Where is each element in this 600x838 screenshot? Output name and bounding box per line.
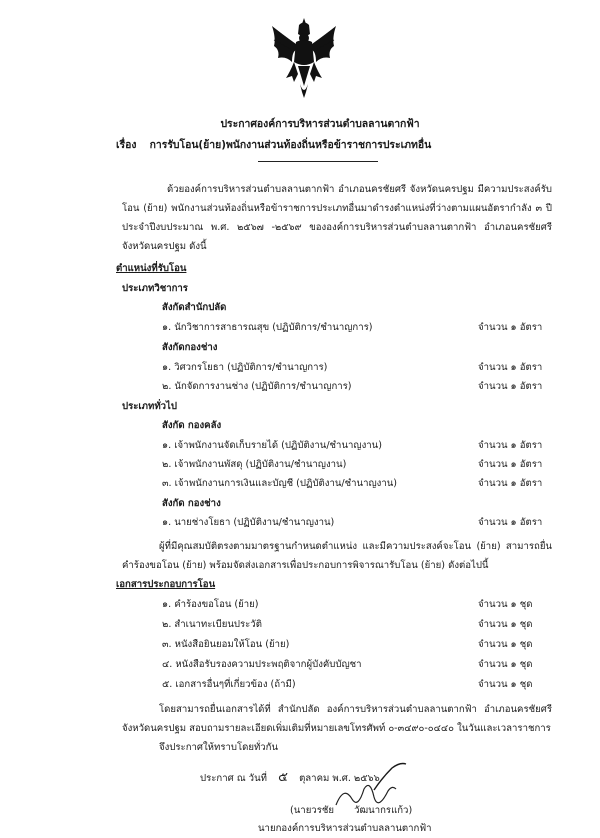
document-qty: จำนวน ๑ ชุด [478, 659, 533, 670]
announcement-subject [116, 139, 546, 151]
signer-name [290, 805, 412, 817]
position-qty: จำนวน ๑ อัตรา [478, 322, 543, 333]
position-item: ๑. นักวิชาการสาธารณสุข (ปฏิบัติการ/ชำนาญการ) [162, 322, 373, 333]
position-qty: จำนวน ๑ อัตรา [478, 517, 543, 528]
unit-label: สังกัด กองช่าง [162, 498, 221, 509]
document-qty: จำนวน ๑ ชุด [478, 619, 533, 630]
document-item: ๒. สำเนาทะเบียนประวัติ [162, 619, 262, 630]
title-divider [258, 161, 378, 162]
signer-name-prefix: (นายวรชัย [290, 805, 334, 816]
document-item: ๔. หนังสือรับรองความประพฤติจากผู้บังคับบัญชา [162, 659, 362, 670]
academic-type-label: ประเภทวิชาการ [122, 283, 188, 294]
signer-position: นายกองค์การบริหารส่วนตำบลลานตากฟ้า [258, 823, 432, 834]
document-qty: จำนวน ๑ ชุด [478, 639, 533, 650]
position-item: ๑. เจ้าพนักงานจัดเก็บรายได้ (ปฏิบัติงาน/ชำนาญงาน) [162, 440, 382, 451]
position-item: ๑. วิศวกรโยธา (ปฏิบัติการ/ชำนาญการ) [162, 362, 328, 373]
unit-label: สังกัดสำนักปลัด [162, 302, 227, 313]
documents-heading: เอกสารประกอบการโอน [116, 579, 216, 590]
subject-label: เรื่อง [116, 139, 137, 151]
position-qty: จำนวน ๑ อัตรา [478, 440, 543, 451]
position-item: ๑. นายช่างโยธา (ปฏิบัติงาน/ชำนาญงาน) [162, 517, 335, 528]
intro-paragraph [122, 180, 552, 256]
document-qty: จำนวน ๑ ชุด [478, 599, 533, 610]
qualification-paragraph [122, 537, 552, 575]
signer-name-rest: วัฒนากรแก้ว) [354, 805, 413, 816]
submission-paragraph [122, 700, 552, 738]
position-qty: จำนวน ๑ อัตรา [478, 459, 543, 470]
submission-text: โดยสามารถยื่นเอกสารได้ที่ สำนักปลัด องค์การบริหารส่วนตำบลลานตากฟ้า อำเภอนครชัยศรี จังหวัดนครปฐม สอบถามรายละเอียดเพิ่มเติมที่หมายเลขโทรศัพท์ ๐-๓๔๙๐-๐๔๔๐ ในวันและเวลาราชการ [122, 704, 552, 734]
position-qty: จำนวน ๑ อัตรา [478, 478, 543, 489]
position-item: ๒. เจ้าพนักงานพัสดุ (ปฏิบัติงาน/ชำนาญงาน) [162, 459, 347, 470]
date-day-handwritten: ๕ [278, 770, 288, 785]
announcement-title: ประกาศองค์การบริหารส่วนตำบลลานตากฟ้า [220, 118, 420, 130]
unit-label: สังกัดกองช่าง [162, 342, 218, 353]
subject-text: การรับโอน(ย้าย)พนักงานส่วนท้องถิ่นหรือข้าราชการประเภทอื่น [149, 139, 432, 151]
document-item: ๑. คำร้องขอโอน (ย้าย) [162, 599, 259, 610]
position-item: ๒. นักจัดการงานช่าง (ปฏิบัติการ/ชำนาญการ) [162, 381, 352, 392]
unit-label: สังกัด กองคลัง [162, 420, 222, 431]
positions-heading: ตำแหน่งที่รับโอน [116, 263, 187, 274]
date-prefix: ประกาศ ณ วันที่ [200, 773, 267, 784]
garuda-emblem-icon [268, 16, 340, 100]
position-qty: จำนวน ๑ อัตรา [478, 381, 543, 392]
document-qty: จำนวน ๑ ชุด [478, 679, 533, 690]
general-type-label: ประเภททั่วไป [122, 401, 177, 412]
closing-line: จึงประกาศให้ทราบโดยทั่วกัน [159, 742, 279, 753]
date-rest: ตุลาคม พ.ศ. ๒๕๖๖ [299, 773, 380, 784]
intro-text: ด้วยองค์การบริหารส่วนตำบลลานตากฟ้า อำเภอนครชัยศรี จังหวัดนครปฐม มีความประสงค์รับโอน (ย้าย) พนักงานส่วนท้องถิ่นหรือข้าราชการประเภทอื่นมาดำรงตำแหน่งที่ว่างตามแผนอัตรากำลัง ๓ ปี ประจำปีงบประมาณ พ.ศ. ๒๕๖๗ -๒๕๖๙ ขององค์การบริหารส่วนตำบลลานตากฟ้า อำเภอนครชัยศรี จังหวัดนครปฐม ดังนี้ [122, 184, 552, 252]
document-item: ๓. หนังสือยินยอมให้โอน (ย้าย) [162, 639, 290, 650]
position-item: ๓. เจ้าพนักงานการเงินและบัญชี (ปฏิบัติงาน/ชำนาญงาน) [162, 478, 398, 489]
document-item: ๕. เอกสารอื่นๆที่เกี่ยวข้อง (ถ้ามี) [162, 679, 296, 690]
qualification-text: ผู้ที่มีคุณสมบัติตรงตามมาตรฐานกำหนดตำแหน่ง และมีความประสงค์จะโอน (ย้าย) สามารถยื่นคำร้องขอโอน (ย้าย) พร้อมจัดส่งเอกสารเพื่อประกอบการพิจารณารับโอน (ย้าย) ดังต่อไปนี้ [122, 541, 552, 571]
position-qty: จำนวน ๑ อัตรา [478, 362, 543, 373]
